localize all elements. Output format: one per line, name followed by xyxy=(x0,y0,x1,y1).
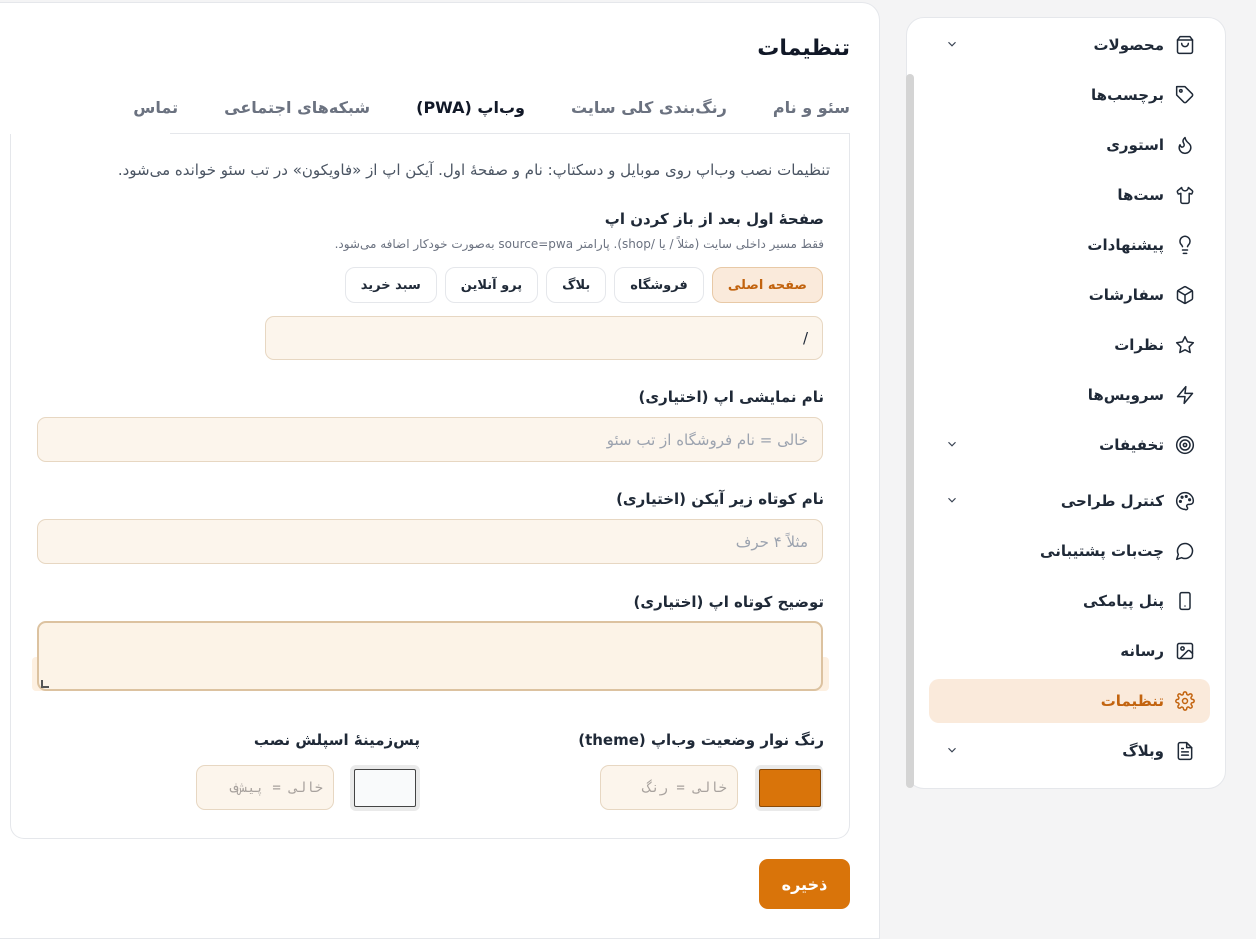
option-cart[interactable]: سبد خرید xyxy=(345,267,437,303)
palette-icon xyxy=(1174,490,1196,512)
sidebar-item-sms-panel[interactable] xyxy=(929,576,1210,626)
tab-bar xyxy=(133,98,850,134)
sidebar-item-label: چت‌بات پشتیبانی xyxy=(1040,542,1164,560)
tab-social[interactable]: شبکه‌های اجتماعی xyxy=(224,98,371,117)
sidebar-item-settings[interactable] xyxy=(929,679,1210,723)
target-icon xyxy=(1174,434,1196,456)
option-shop[interactable]: فروشگاه xyxy=(614,267,704,303)
tab-theme-colors[interactable]: رنگ‌بندی کلی سایت xyxy=(570,98,727,117)
shirt-icon xyxy=(1174,184,1196,206)
tab-seo[interactable]: سئو و نام xyxy=(772,98,850,117)
sidebar-item-label: کنترل طراحی xyxy=(1060,492,1164,510)
sidebar-item-label: برچسب‌ها xyxy=(1091,86,1164,104)
sidebar-item-story[interactable] xyxy=(929,120,1210,170)
lightbulb-icon xyxy=(1174,234,1196,256)
theme-color-swatch[interactable] xyxy=(759,769,821,807)
sidebar-item-sets[interactable] xyxy=(929,170,1210,220)
page-title: تنظیمات xyxy=(757,36,850,61)
sidebar-item-label: تخفیفات xyxy=(1099,436,1164,454)
chevron-down-icon[interactable] xyxy=(945,37,959,51)
app-description-textarea[interactable] xyxy=(37,621,823,691)
sidebar-nav xyxy=(929,20,1210,776)
package-icon xyxy=(1174,284,1196,306)
tag-icon xyxy=(1174,84,1196,106)
start-page-hint: فقط مسیر داخلی سایت (مثلاً / یا /shop). پارامتر source=pwa به‌صورت خودکار اضافه می‌شود. xyxy=(334,237,824,251)
sidebar-item-label: وبلاگ xyxy=(1122,742,1164,760)
sidebar-item-media[interactable] xyxy=(929,626,1210,676)
splash-bg-input[interactable]: خالی = پیش‌ف xyxy=(196,765,334,810)
pwa-description: تنظیمات نصب وب‌اپ روی موبایل و دسکتاپ: نام و صفحهٔ اول. آیکن اپ از «فاویکون» در تب سئو خوانده می‌شود. xyxy=(117,161,830,179)
chevron-down-icon[interactable] xyxy=(945,437,959,451)
message-circle-icon xyxy=(1174,540,1196,562)
file-text-icon xyxy=(1174,740,1196,762)
tab-contact[interactable]: تماس xyxy=(133,98,179,117)
star-icon xyxy=(1174,334,1196,356)
option-home[interactable]: صفحه اصلی xyxy=(712,267,823,303)
sidebar-item-support-chatbot[interactable] xyxy=(929,526,1210,576)
app-name-input[interactable]: خالی = نام فروشگاه از تب سئو xyxy=(37,417,823,462)
option-blog[interactable]: بلاگ xyxy=(546,267,606,303)
sidebar-item-discounts[interactable] xyxy=(929,420,1210,470)
chevron-down-icon[interactable] xyxy=(945,493,959,507)
theme-color-input[interactable]: خالی = رنگ xyxy=(600,765,738,810)
sidebar-item-label: تنظیمات xyxy=(1100,692,1164,710)
start-page-label: صفحهٔ اول بعد از باز کردن اپ xyxy=(604,210,824,228)
splash-bg-label: پس‌زمینهٔ اسپلش نصب xyxy=(253,731,420,749)
option-online-fitting[interactable]: پرو آنلاین xyxy=(445,267,538,303)
flame-icon xyxy=(1174,134,1196,156)
chevron-down-icon[interactable] xyxy=(945,743,959,757)
start-page-input[interactable]: / xyxy=(265,316,823,360)
resize-handle-icon[interactable] xyxy=(41,680,49,688)
sidebar-item-design-control[interactable] xyxy=(929,476,1210,526)
short-name-input[interactable]: مثلاً ۴ حرف xyxy=(37,519,823,564)
sidebar-item-label: محصولات xyxy=(1093,36,1164,54)
sidebar-item-label: سرویس‌ها xyxy=(1087,386,1164,404)
theme-color-label: رنگ نوار وضعیت وب‌اپ (theme) xyxy=(578,731,824,749)
settings-gear-icon xyxy=(1174,690,1196,712)
tab-pwa[interactable]: وب‌اپ (PWA) xyxy=(416,98,525,117)
sidebar-item-suggestions[interactable] xyxy=(929,220,1210,270)
sidebar-item-label: استوری xyxy=(1106,136,1164,154)
shopping-bag-icon xyxy=(1174,34,1196,56)
splash-bg-swatch[interactable] xyxy=(354,769,416,807)
image-icon xyxy=(1174,640,1196,662)
zap-icon xyxy=(1174,384,1196,406)
smartphone-icon xyxy=(1174,590,1196,612)
sidebar-item-label: پنل پیامکی xyxy=(1083,592,1164,610)
sidebar-item-label: رسانه xyxy=(1120,642,1164,660)
sidebar-item-label: پیشنهادات xyxy=(1087,236,1164,254)
app-description-label: توضیح کوتاه اپ (اختیاری) xyxy=(633,593,824,611)
start-page-options xyxy=(345,267,823,303)
short-name-label: نام کوتاه زیر آیکن (اختیاری) xyxy=(616,490,824,508)
sidebar-item-blog[interactable] xyxy=(929,726,1210,776)
app-name-label: نام نمایشی اپ (اختیاری) xyxy=(638,388,824,406)
sidebar-scrollbar[interactable] xyxy=(906,74,914,788)
sidebar-item-label: نظرات xyxy=(1114,336,1164,354)
sidebar-item-label: ست‌ها xyxy=(1117,186,1164,204)
sidebar-item-tags[interactable] xyxy=(929,70,1210,120)
sidebar-item-products[interactable] xyxy=(929,20,1210,70)
sidebar-item-reviews[interactable] xyxy=(929,320,1210,370)
save-button[interactable]: ذخیره xyxy=(759,859,850,909)
sidebar-item-orders[interactable] xyxy=(929,270,1210,320)
sidebar-item-label: سفارشات xyxy=(1088,286,1164,304)
sidebar-item-services[interactable] xyxy=(929,370,1210,420)
